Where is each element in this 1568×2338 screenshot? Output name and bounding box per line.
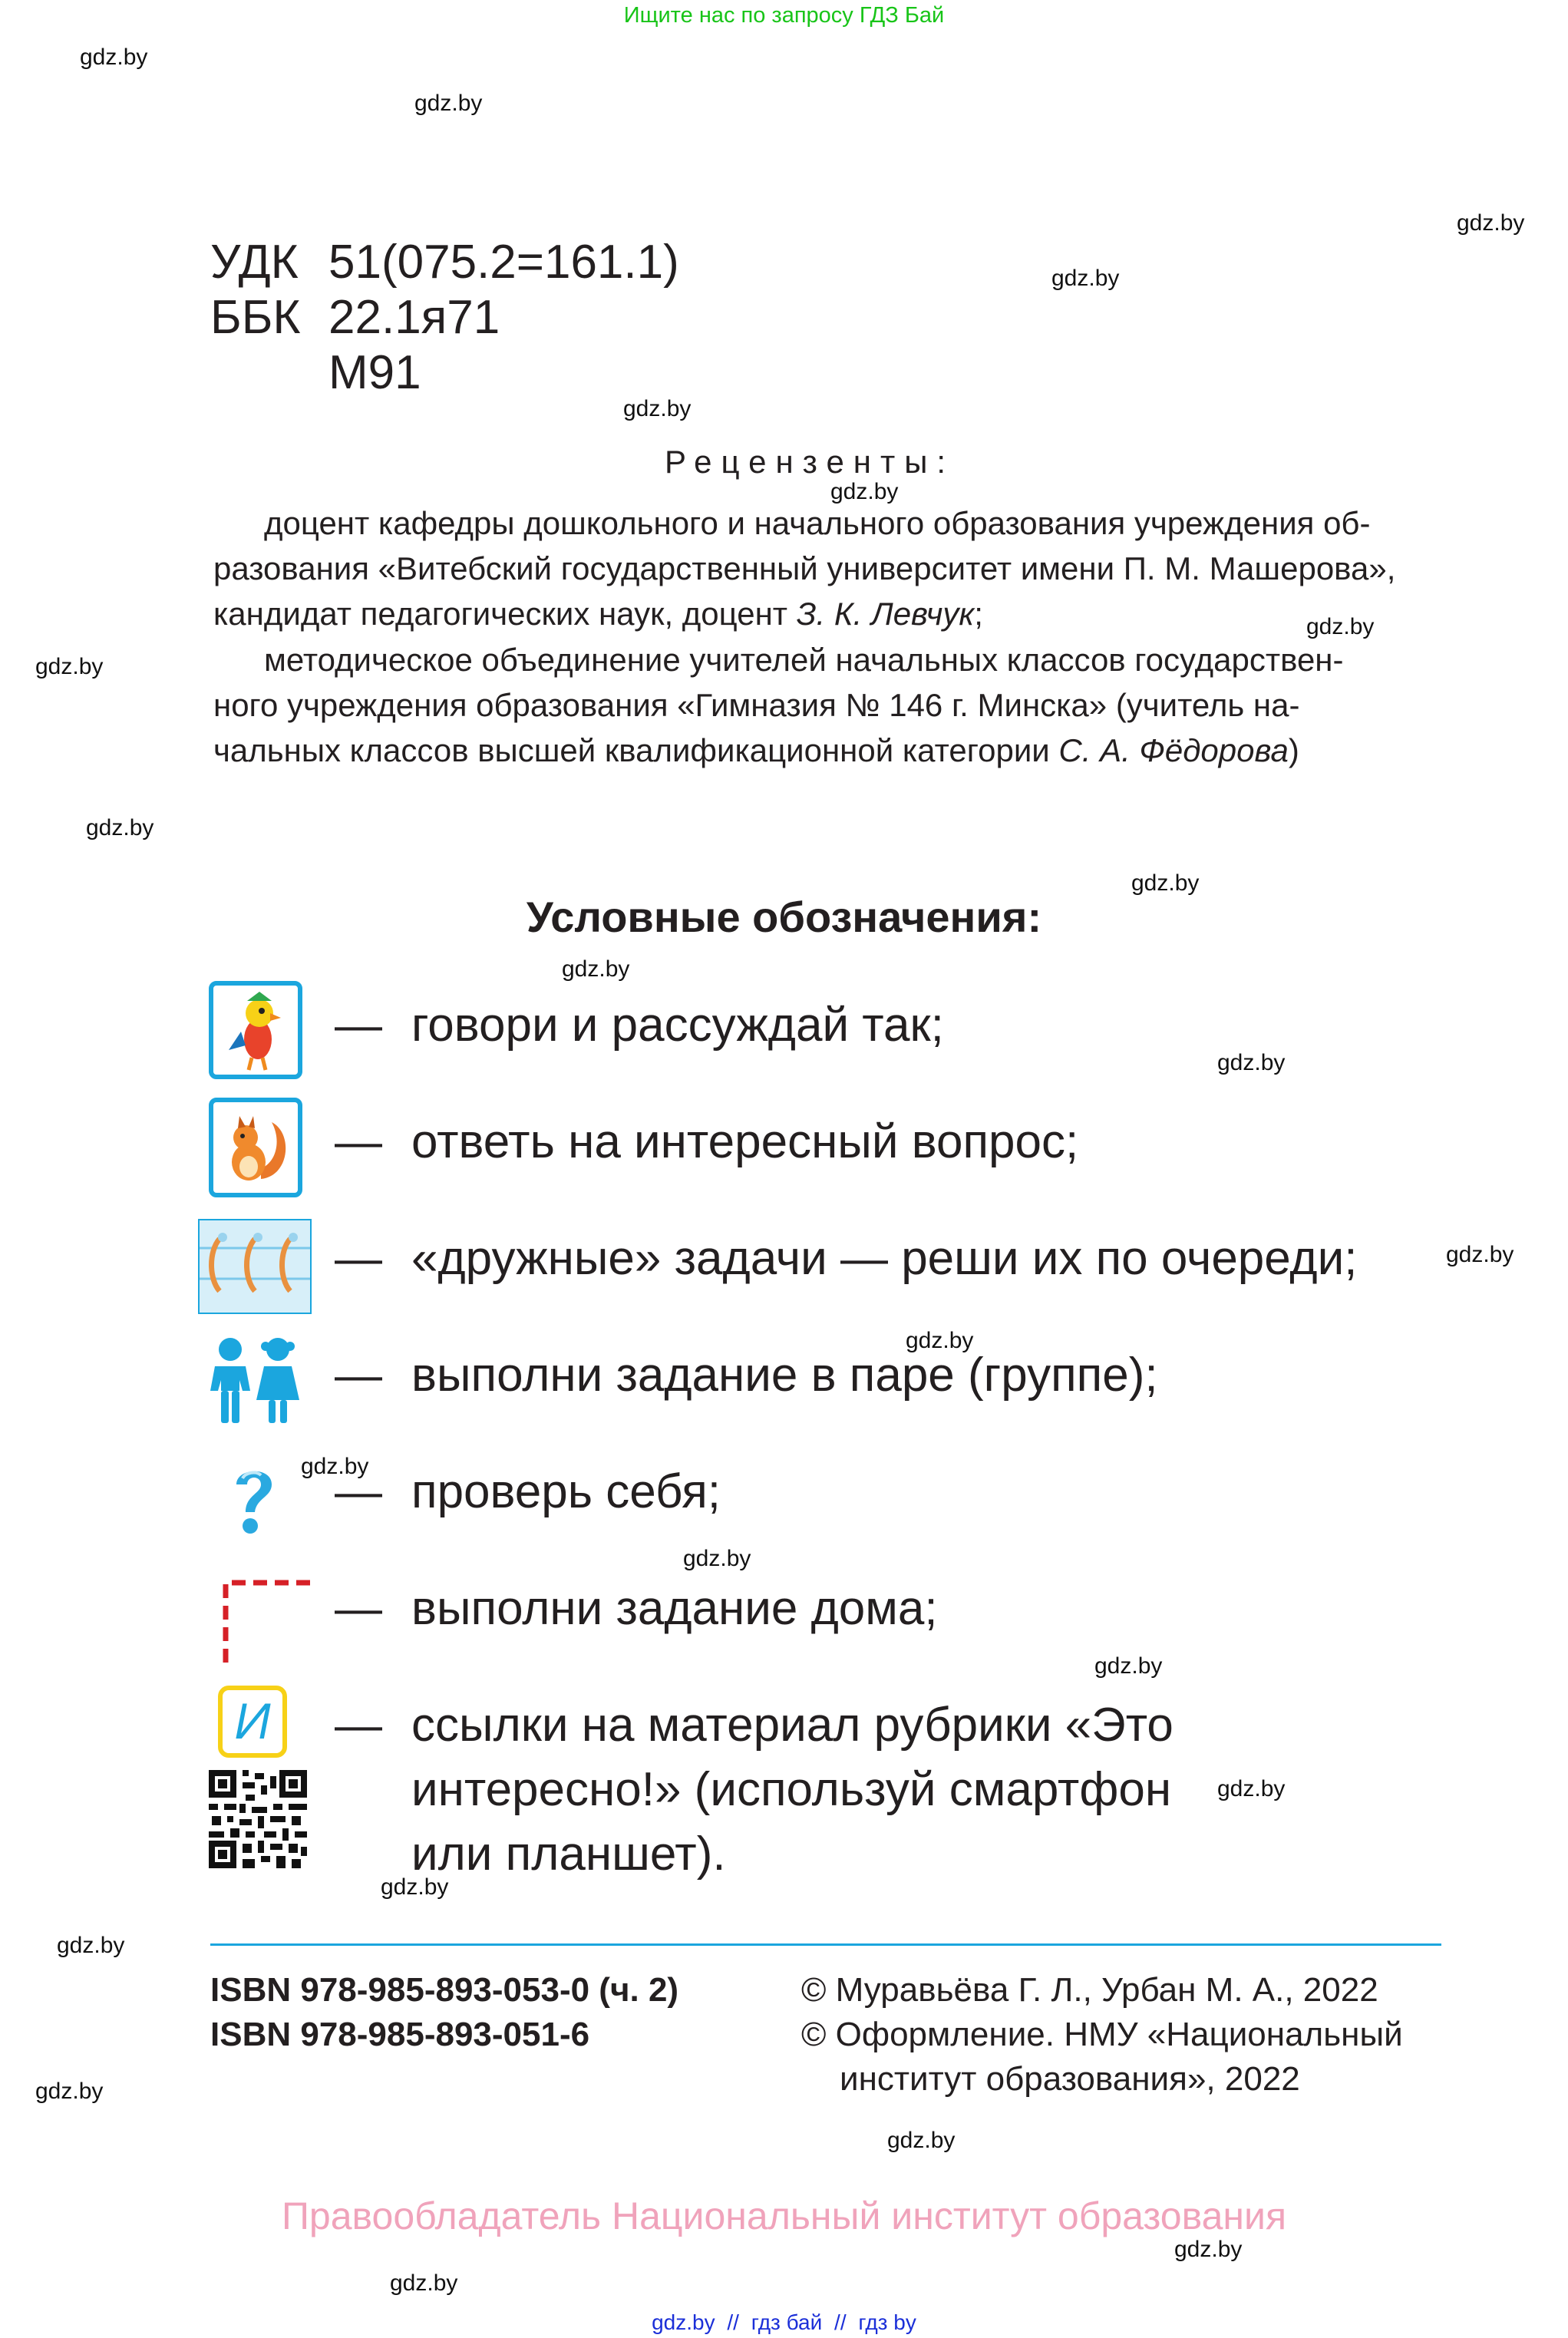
home-corner-icon bbox=[220, 1577, 312, 1666]
copyright-design: © Оформление. НМУ «Национальный bbox=[801, 2016, 1403, 2053]
watermark: gdz.by bbox=[1174, 2237, 1243, 2262]
link-separator: // bbox=[834, 2310, 847, 2334]
watermark: gdz.by bbox=[1094, 1653, 1163, 1679]
link-separator: // bbox=[727, 2310, 739, 2334]
watermark: gdz.by bbox=[390, 2270, 458, 2296]
legend-text-line: интересно!» (используй смартфон bbox=[411, 1763, 1172, 1816]
reviewer-1 bbox=[213, 500, 1441, 636]
bbk-label: ББК bbox=[210, 291, 301, 344]
legend-dash: — bbox=[335, 1699, 382, 1752]
watermark: gdz.by bbox=[1131, 870, 1200, 896]
watermark: gdz.by bbox=[906, 1328, 974, 1353]
watermark: gdz.by bbox=[301, 1454, 369, 1479]
legend-dash: — bbox=[335, 999, 382, 1052]
watermark: gdz.by bbox=[414, 91, 483, 116]
rights-holder: Правообладатель Национальный институт образования bbox=[281, 2194, 1287, 2237]
legend-text-speak: говори и рассуждай так; bbox=[411, 999, 944, 1052]
rings-icon bbox=[198, 1219, 312, 1314]
udk-label: УДК bbox=[210, 236, 299, 289]
reviewer-2-line bbox=[213, 728, 1441, 773]
reviewer-2-end: ) bbox=[1288, 732, 1299, 768]
pair-children-icon bbox=[204, 1336, 304, 1426]
author-mark: М91 bbox=[328, 346, 421, 399]
watermark: gdz.by bbox=[683, 1546, 751, 1571]
legend-text-check-yourself: проверь себя; bbox=[411, 1465, 721, 1518]
legend-text-friendly-tasks: «дружные» задачи — реши их по очереди; bbox=[411, 1232, 1358, 1285]
reviewer-2-name: С. А. Фёдорова bbox=[1058, 732, 1289, 768]
reviewer-1-line: разования «Витебский государственный университет имени П. М. Машерова», bbox=[213, 550, 1396, 586]
watermark: gdz.by bbox=[381, 1874, 449, 1900]
bbk-value: 22.1я71 bbox=[328, 291, 500, 344]
watermark: gdz.by bbox=[623, 396, 692, 421]
divider-line bbox=[210, 1943, 1441, 1946]
legend-dash: — bbox=[335, 1232, 382, 1285]
top-banner[interactable]: Ищите нас по запросу ГДЗ Бай bbox=[623, 3, 945, 28]
legend-text-question: ответь на интересный вопрос; bbox=[411, 1115, 1079, 1168]
reviewer-1-name: З. К. Левчук bbox=[796, 596, 975, 632]
bottom-links bbox=[0, 2310, 1568, 2335]
reviewer-2-line: ного учреждения образования «Гимназия № 146 г. Минска» (учитель на- bbox=[213, 687, 1300, 723]
udk-value: 51(075.2=161.1) bbox=[328, 236, 679, 289]
letter-i-icon: И bbox=[218, 1686, 287, 1758]
legend-dash: — bbox=[335, 1465, 382, 1518]
isbn-set: ISBN 978-985-893-051-6 bbox=[210, 2016, 590, 2053]
copyright-authors: © Муравьёва Г. Л., Урбан М. А., 2022 bbox=[801, 1971, 1378, 2009]
qr-code-icon[interactable] bbox=[209, 1770, 307, 1868]
watermark: gdz.by bbox=[80, 45, 148, 70]
watermark: gdz.by bbox=[86, 815, 154, 840]
watermark: gdz.by bbox=[57, 1933, 125, 1958]
reviewer-2-title: чальных классов высшей квалификационной категории bbox=[213, 732, 1059, 768]
squirrel-icon bbox=[209, 1098, 302, 1197]
watermark: gdz.by bbox=[562, 956, 630, 982]
watermark: gdz.by bbox=[1217, 1776, 1286, 1801]
watermark: gdz.by bbox=[830, 479, 899, 504]
legend-text-line: или планшет). bbox=[411, 1828, 726, 1881]
reviewer-1-end: ; bbox=[974, 596, 983, 632]
reviewer-1-line bbox=[213, 591, 1441, 636]
reviewer-2 bbox=[213, 637, 1441, 773]
isbn-part: ISBN 978-985-893-053-0 (ч. 2) bbox=[210, 1971, 679, 2009]
watermark: gdz.by bbox=[1457, 210, 1525, 236]
legend-dash: — bbox=[335, 1115, 382, 1168]
legend-text-line: ссылки на материал рубрики «Это bbox=[411, 1699, 1174, 1752]
reviewers-heading: Рецензенты: bbox=[665, 444, 956, 480]
reviewer-1-line: доцент кафедры дошкольного и начального образования учреждения об- bbox=[264, 505, 1371, 541]
watermark: gdz.by bbox=[1217, 1050, 1286, 1075]
link-gdz-by[interactable]: gdz.by bbox=[652, 2310, 715, 2334]
copyright-design-cont: институт образования», 2022 bbox=[840, 2060, 1300, 2098]
legend-title: Условные обозначения: bbox=[526, 893, 1042, 941]
question-mark-icon bbox=[223, 1461, 286, 1538]
parrot-icon bbox=[209, 981, 302, 1079]
watermark: gdz.by bbox=[35, 2079, 104, 2104]
watermark: gdz.by bbox=[887, 2128, 956, 2153]
reviewer-2-line: методическое объединение учителей начальных классов государствен- bbox=[264, 642, 1344, 678]
watermark: gdz.by bbox=[1051, 266, 1120, 291]
watermark: gdz.by bbox=[1306, 614, 1375, 639]
link-gdz-by-mixed[interactable]: гдз by bbox=[858, 2310, 916, 2334]
legend-text-pair-work: выполни задание в паре (группе); bbox=[411, 1349, 1158, 1402]
reviewer-1-title: кандидат педагогических наук, доцент bbox=[213, 596, 797, 632]
legend-text-homework: выполни задание дома; bbox=[411, 1582, 938, 1635]
legend-dash: — bbox=[335, 1582, 382, 1635]
link-gdz-bai[interactable]: гдз бай bbox=[751, 2310, 823, 2334]
watermark: gdz.by bbox=[35, 654, 104, 679]
legend-dash: — bbox=[335, 1349, 382, 1402]
watermark: gdz.by bbox=[1446, 1242, 1514, 1267]
